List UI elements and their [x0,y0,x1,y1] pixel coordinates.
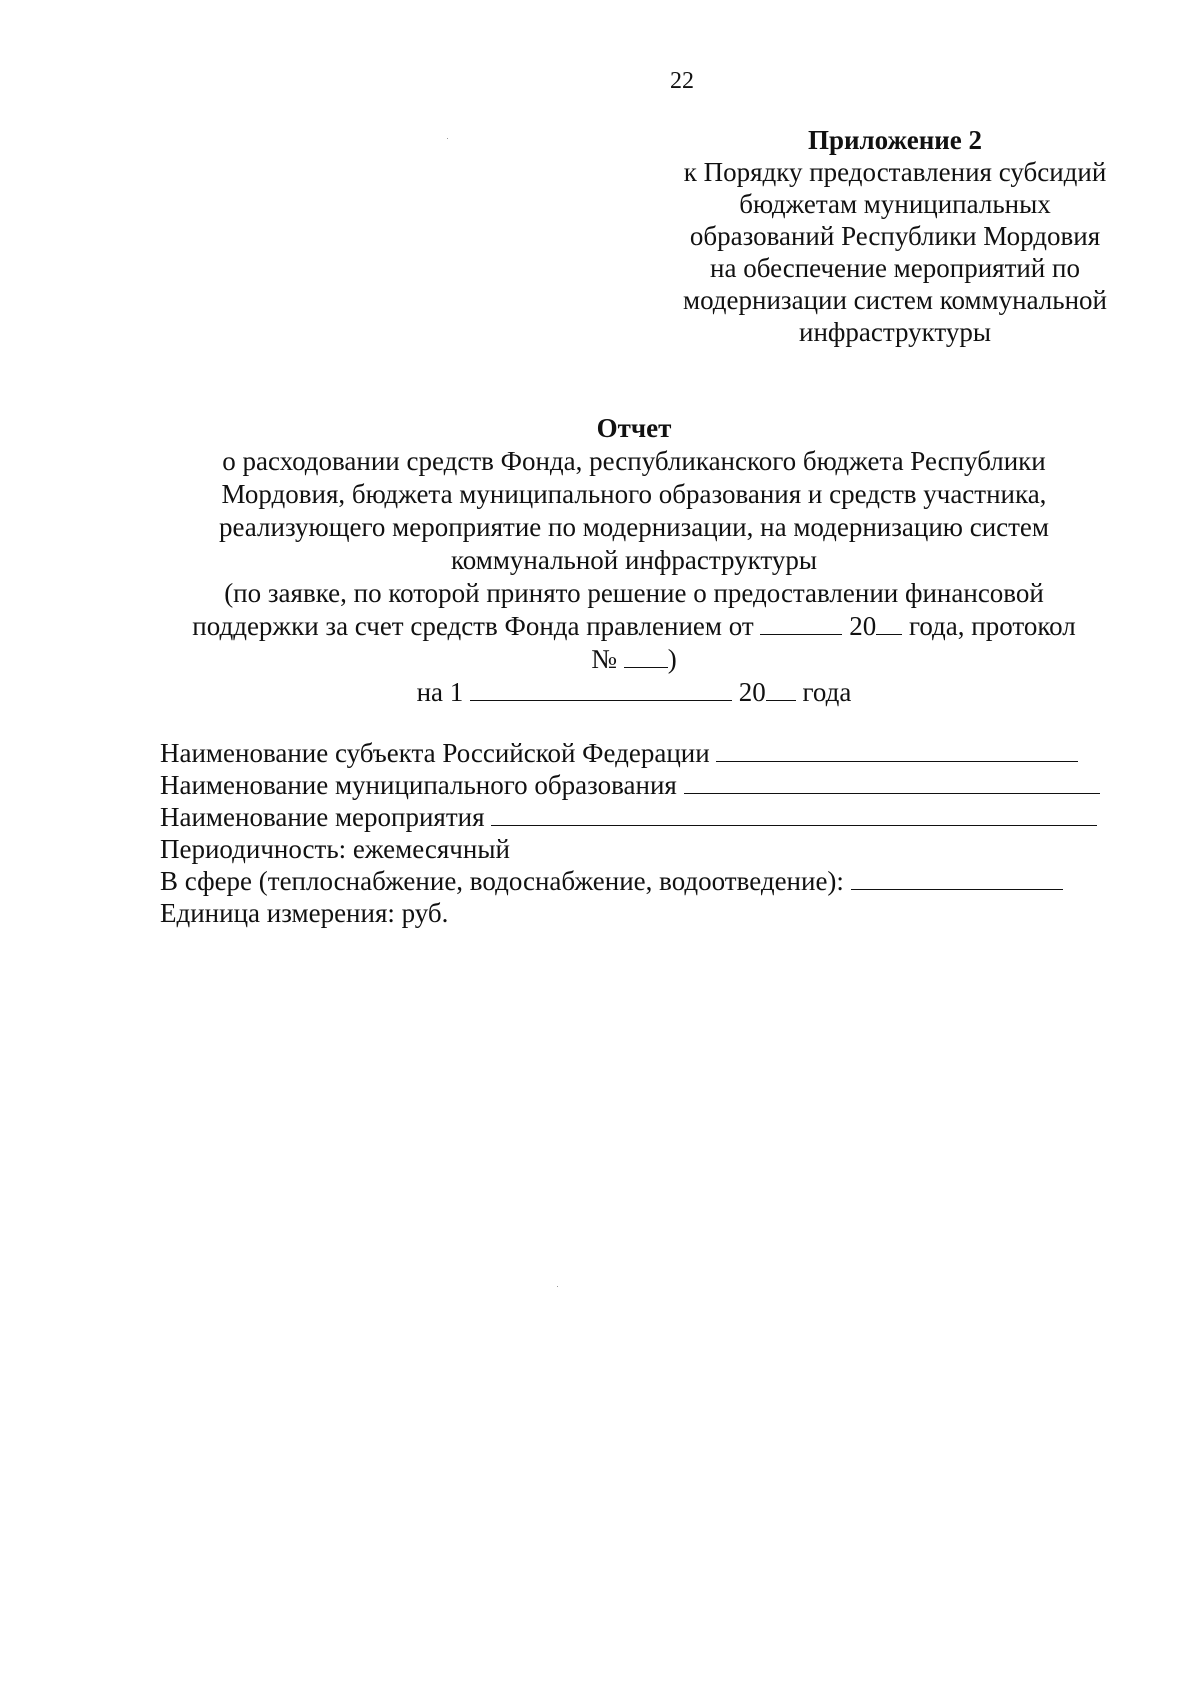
report-title: Отчет [596,413,672,443]
activity-label: Наименование мероприятия [160,802,485,832]
report-support-line [150,610,1118,643]
page-number: 22 [670,68,694,94]
sphere-blank[interactable] [851,865,1063,890]
appendix-line: инфраструктуры [799,317,991,347]
appendix-line: образований Республики Мордовия [689,221,1101,251]
scan-speck [447,138,448,139]
fields-block [160,737,1120,929]
appendix-line: к Порядку предоставления субсидий [683,157,1107,187]
unit-label: Единица измерения: руб. [160,898,449,928]
report-date-line [150,676,1118,709]
protocol-number-blank[interactable] [624,643,668,668]
subject-field-line [160,737,1120,769]
date-prefix: на 1 [416,677,464,707]
appendix-title: Приложение 2 [807,125,983,155]
report-line: о расходовании средств Фонда, республиканского бюджета Республики [222,446,1046,476]
scan-speck [557,1286,558,1287]
support-year-prefix: 20 [849,611,877,641]
sphere-field-line [160,865,1120,897]
appendix-line: на обеспечение мероприятий по [710,253,1080,283]
periodicity-line [160,833,1120,865]
municipality-blank[interactable] [684,769,1100,794]
support-date-blank[interactable] [760,610,842,635]
report-block [150,412,1118,709]
report-line: реализующего мероприятие по модернизации, на модернизацию систем [218,512,1049,542]
support-year-blank[interactable] [876,610,902,635]
protocol-close: ) [667,644,677,674]
municipality-label: Наименование муниципального образования [160,770,677,800]
appendix-line: модернизации систем коммунальной [683,285,1107,315]
subject-blank[interactable] [716,737,1078,762]
unit-line [160,897,1120,929]
date-suffix: года [802,677,852,707]
date-year-prefix: 20 [738,677,766,707]
date-year-blank[interactable] [766,676,796,701]
subject-label: Наименование субъекта Российской Федерации [160,738,710,768]
protocol-label: № [591,644,617,674]
municipality-field-line [160,769,1120,801]
report-line: (по заявке, по которой принято решение о предоставлении финансовой [224,578,1044,608]
appendix-line: бюджетам муниципальных [739,189,1051,219]
protocol-line [150,643,1118,676]
appendix-block [660,124,1130,348]
report-line: Мордовия, бюджета муниципального образования и средств участника, [221,479,1047,509]
date-day-month-blank[interactable] [470,676,732,701]
activity-field-line [160,801,1120,833]
activity-blank[interactable] [491,801,1097,826]
periodicity-label: Периодичность: ежемесячный [160,834,510,864]
sphere-label: В сфере (теплоснабжение, водоснабжение, водоотведение): [160,866,844,896]
report-line: коммунальной инфраструктуры [451,545,817,575]
support-suffix: года, протокол [908,611,1076,641]
support-prefix: поддержки за счет средств Фонда правлением от [192,611,754,641]
